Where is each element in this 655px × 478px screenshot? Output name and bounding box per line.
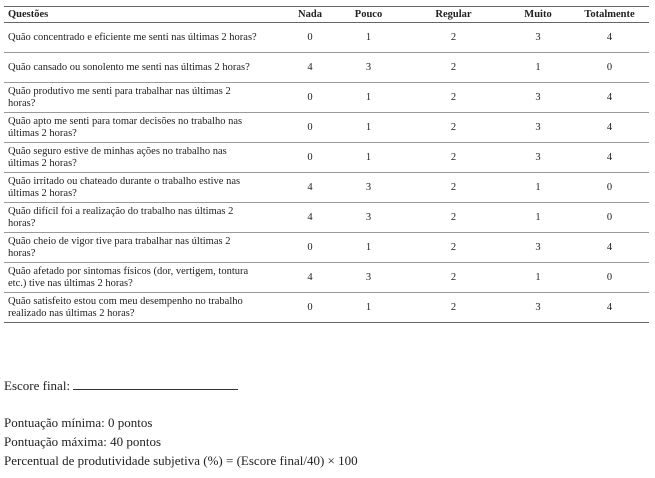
score-cell: 2: [401, 83, 506, 113]
score-cell: 0: [284, 23, 336, 53]
score-cell: 0: [284, 113, 336, 143]
score-cell: 1: [336, 83, 401, 113]
header-totalmente: Totalmente: [570, 7, 649, 23]
score-cell: 0: [570, 203, 649, 233]
score-blank-field[interactable]: [73, 377, 238, 390]
score-cell: 0: [570, 263, 649, 293]
question-text: Quão cansado ou sonolento me senti nas últimas 2 horas?: [8, 61, 250, 73]
question-cell: [4, 203, 284, 233]
question-text: Quão afetado por sintomas físicos (dor, vertigem, tontura etc.) tive nas últimas 2 horas?: [8, 265, 249, 289]
score-cell: 4: [570, 143, 649, 173]
table-row: [4, 143, 649, 173]
score-cell: 3: [336, 203, 401, 233]
score-cell: 2: [401, 203, 506, 233]
header-nada: Nada: [284, 7, 336, 23]
max-score: Pontuação máxima: 40 pontos: [4, 434, 162, 449]
score-cell: 4: [284, 173, 336, 203]
score-cell: 2: [401, 53, 506, 83]
question-text: Quão concentrado e eficiente me senti nas últimas 2 horas?: [8, 31, 257, 43]
question-cell: [4, 233, 284, 263]
score-cell: 4: [570, 113, 649, 143]
score-cell: 1: [336, 143, 401, 173]
score-cell: 4: [284, 263, 336, 293]
question-cell: [4, 23, 284, 53]
score-cell: 1: [506, 263, 570, 293]
score-cell: 3: [336, 173, 401, 203]
score-cell: 3: [336, 263, 401, 293]
table-row: [4, 203, 649, 233]
table-row: [4, 53, 649, 83]
table-row: [4, 263, 649, 293]
question-text: Quão seguro estive de minhas ações no trabalho nas últimas 2 horas?: [8, 145, 227, 169]
score-cell: 2: [401, 113, 506, 143]
question-cell: [4, 143, 284, 173]
score-cell: 1: [506, 203, 570, 233]
table-header-row: [4, 7, 649, 23]
score-cell: 3: [506, 143, 570, 173]
score-cell: 3: [506, 83, 570, 113]
score-line: [4, 377, 238, 394]
score-cell: 2: [401, 233, 506, 263]
score-cell: 3: [506, 113, 570, 143]
score-cell: 2: [401, 143, 506, 173]
question-text: Quão irritado ou chateado durante o trabalho estive nas últimas 2 horas?: [8, 175, 241, 199]
score-cell: 0: [284, 143, 336, 173]
table-row: [4, 173, 649, 203]
question-text: Quão apto me senti para tomar decisões no trabalho nas últimas 2 horas?: [8, 115, 243, 139]
score-cell: 0: [570, 173, 649, 203]
score-cell: 0: [284, 233, 336, 263]
table-row: [4, 293, 649, 323]
question-text: Quão produtivo me senti para trabalhar nas últimas 2 horas?: [8, 85, 231, 109]
score-cell: 2: [401, 23, 506, 53]
question-text: Quão cheio de vigor tive para trabalhar nas últimas 2 horas?: [8, 235, 231, 259]
score-cell: 3: [506, 23, 570, 53]
score-cell: 2: [401, 293, 506, 323]
score-cell: 2: [401, 173, 506, 203]
min-score: Pontuação mínima: 0 pontos: [4, 415, 153, 430]
header-muito: Muito: [506, 7, 570, 23]
table-row: [4, 83, 649, 113]
score-cell: 1: [506, 173, 570, 203]
score-cell: 1: [336, 113, 401, 143]
score-cell: 0: [284, 293, 336, 323]
question-text: Quão satisfeito estou com meu desempenho no trabalho realizado nas últimas 2 horas?: [8, 295, 243, 319]
score-cell: 1: [336, 293, 401, 323]
question-cell: [4, 113, 284, 143]
score-cell: 0: [570, 53, 649, 83]
question-cell: [4, 293, 284, 323]
score-cell: 2: [401, 263, 506, 293]
question-cell: [4, 173, 284, 203]
score-cell: 4: [570, 233, 649, 263]
score-cell: 1: [506, 53, 570, 83]
score-label: Escore final:: [4, 378, 71, 393]
score-cell: 3: [506, 293, 570, 323]
score-cell: 4: [570, 83, 649, 113]
question-text: Quão difícil foi a realização do trabalho nas últimas 2 horas?: [8, 205, 234, 229]
score-cell: 4: [284, 203, 336, 233]
score-cell: 1: [336, 233, 401, 263]
score-cell: 3: [506, 233, 570, 263]
table-row: [4, 233, 649, 263]
productivity-formula: Percentual de produtividade subjetiva (%) = (Escore final/40) × 100: [4, 453, 358, 468]
score-cell: 0: [284, 83, 336, 113]
score-cell: 4: [570, 293, 649, 323]
score-cell: 1: [336, 23, 401, 53]
score-cell: 4: [570, 23, 649, 53]
score-cell: 3: [336, 53, 401, 83]
question-cell: [4, 53, 284, 83]
table-row: [4, 23, 649, 53]
question-cell: [4, 263, 284, 293]
score-cell: 4: [284, 53, 336, 83]
header-questoes: Questões: [4, 7, 284, 23]
questionnaire-table: [4, 6, 649, 323]
header-pouco: Pouco: [336, 7, 401, 23]
table-row: [4, 113, 649, 143]
question-cell: [4, 83, 284, 113]
header-regular: Regular: [401, 7, 506, 23]
